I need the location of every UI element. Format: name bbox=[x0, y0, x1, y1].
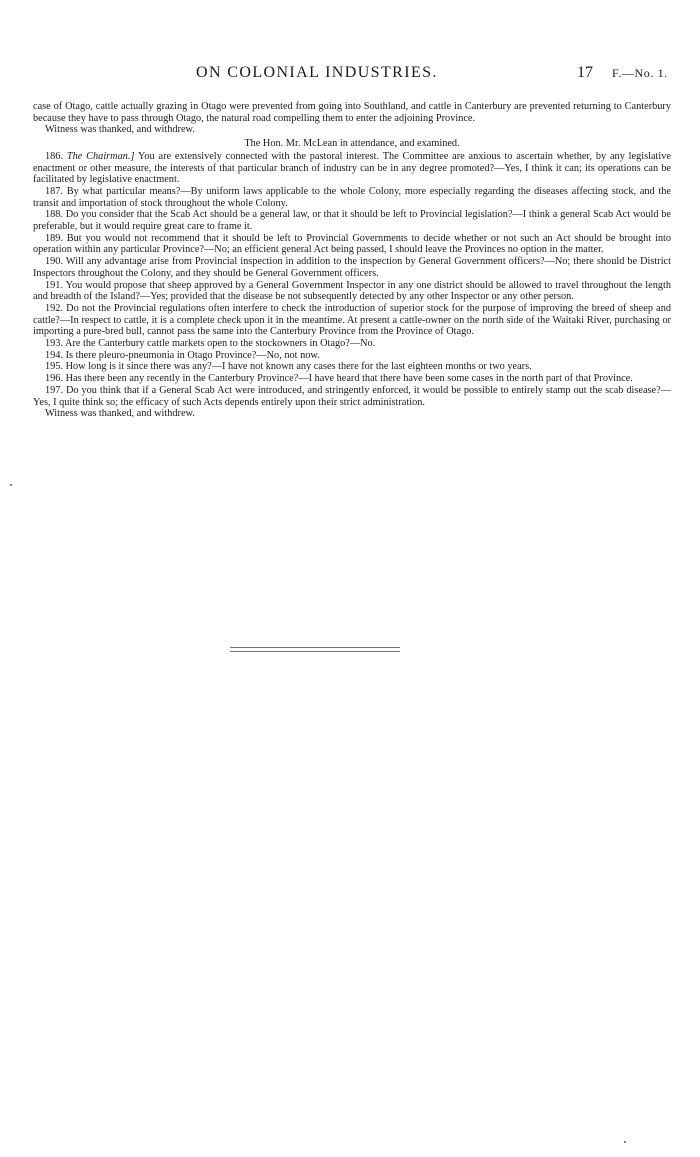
paragraph-q189: 189. But you would not recommend that it should be left to Provincial Governments to decide whether or not such an Act should be brought into operation within any particular Province?—No; an efficient general Act being passed, I should leave the Provinces no option in the matter. bbox=[33, 232, 671, 256]
q186-text: You are extensively connected with the pastoral interest. The Committee are anxious to ascertain whether, by any legislative enactment or other measure, the interests of that particular branch of industry can be in any degree promoted?—Yes, I think it can; its operations can be facilitated by legislative enactment. bbox=[33, 150, 671, 186]
paragraph-q194: 194. Is there pleuro-pneumonia in Otago Province?—No, not now. bbox=[45, 349, 320, 361]
paragraph-q188: 188. Do you consider that the Scab Act should be a general law, or that it should be left to Provincial legislation?—I think a general Scab Act would be preferable, but it would require great care to frame it. bbox=[33, 209, 671, 233]
body-text bbox=[33, 101, 671, 420]
paragraph-q192: 192. Do not the Provincial regulations often interfere to check the introduction of superior stock for the purpose of improving the breed of sheep and cattle?—In respect to cattle, it is a complete check upon it in the meantime. At present a cattle-owner on the north side of the Waitaki River, purchasing or importing a pure-bred bull, cannot pass the same into the Canterbury Province from the Province of Otago. bbox=[33, 302, 671, 338]
q186-number: 186. bbox=[45, 150, 64, 162]
paragraph-q193: 193. Are the Canterbury cattle markets open to the stockowners in Otago?—No. bbox=[45, 338, 376, 350]
paragraph-q186 bbox=[33, 151, 671, 186]
paragraph-q191: 191. You would propose that sheep approved by a General Government Inspector in any one district should be allowed to travel throughout the length and breadth of the Island?—Yes; provided that the disease be not subsequently detected by any other Inspector or any other person. bbox=[33, 279, 671, 303]
paragraph-q187: 187. By what particular means?—By uniform laws applicable to the whole Colony, more especially regarding the diseases affecting stock, and the transit and importation of stock throughout the whole Colony. bbox=[33, 185, 671, 209]
paragraph-continuation: case of Otago, cattle actually grazing in Otago were prevented from going into Southland, and cattle in Canterbury are prevented returning to Canterbury because they have to pass through Otago, the natural road compelling them to enter the adjoining Province. bbox=[33, 101, 671, 124]
margin-speck bbox=[624, 1141, 626, 1143]
section-divider bbox=[230, 647, 400, 652]
page-number: 17 bbox=[577, 64, 593, 81]
paragraph-witness-withdrew: Witness was thanked, and withdrew. bbox=[45, 124, 195, 136]
q186-speaker: The Chairman.] bbox=[66, 150, 135, 162]
paragraph-q197: 197. Do you think that if a General Scab Act were introduced, and stringently enforced, it would be possible to entirely stamp out the scab disease?—Yes, I quite think so; the efficacy of such Acts depends entirely upon their strict administration. bbox=[33, 384, 671, 408]
witness-heading: The Hon. Mr. McLean in attendance, and examined. bbox=[244, 138, 460, 150]
paragraph-q195: 195. How long is it since there was any?—I have not known any cases there for the last eighteen months or two years. bbox=[45, 361, 532, 373]
document-reference: F.—No. 1. bbox=[612, 66, 668, 80]
paragraph-witness-withdrew-final: Witness was thanked, and withdrew. bbox=[45, 408, 195, 420]
header-title: ON COLONIAL INDUSTRIES. bbox=[196, 64, 438, 81]
margin-speck bbox=[10, 484, 12, 486]
paragraph-q196: 196. Has there been any recently in the Canterbury Province?—I have heard that there have been some cases in the north part of that Province. bbox=[45, 373, 633, 385]
paragraph-q190: 190. Will any advantage arise from Provincial inspection in addition to the inspection by General Government officers?—No; there should be District Inspectors throughout the Colony, and they should be General Government officers. bbox=[33, 256, 671, 279]
running-header bbox=[0, 64, 700, 84]
